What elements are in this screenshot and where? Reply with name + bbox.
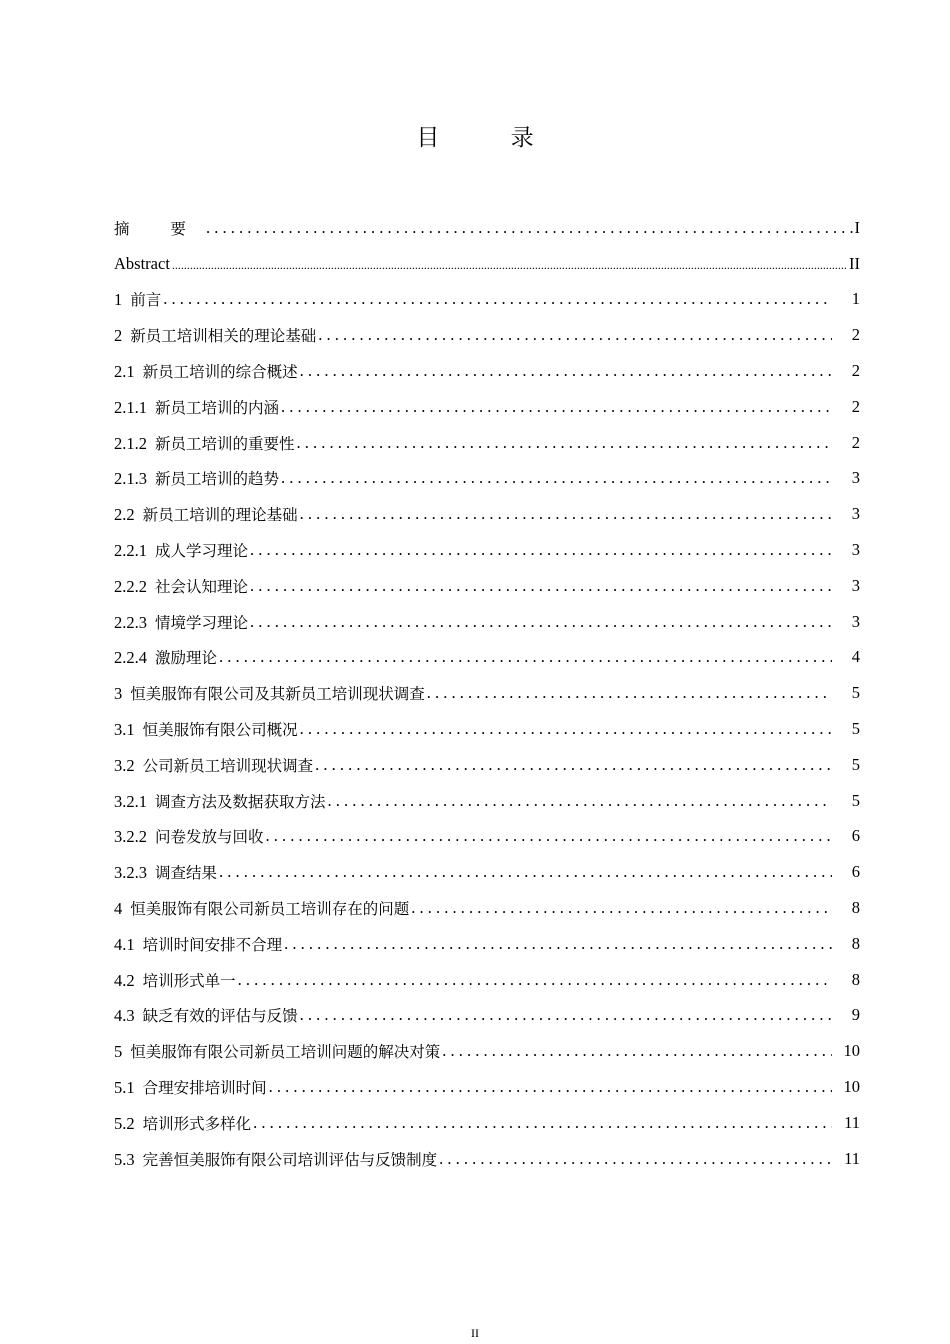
dot-leader [206, 218, 853, 238]
toc-entry-label: 摘 要 [114, 219, 204, 238]
toc-entry-title: 恒美服饰有限公司及其新员工培训现状调查 [130, 685, 425, 704]
dot-leader [297, 433, 832, 453]
toc-entry-label [114, 396, 279, 418]
toc-entry-label [114, 288, 161, 310]
toc-entry-label [114, 1040, 440, 1062]
toc-entry-title: 培训时间安排不合理 [142, 935, 283, 954]
toc-entry-title: 新员工培训相关的理论基础 [130, 327, 317, 346]
dot-leader [250, 612, 832, 632]
toc-entry-title: 恒美服饰有限公司概况 [142, 721, 298, 740]
toc-entry-number: 2.2.1 [114, 541, 147, 561]
toc-entry-number: 2.1 [114, 362, 135, 382]
toc-entry-title: 新员工培训的理论基础 [142, 506, 298, 525]
dot-leader [219, 862, 832, 882]
toc-entry-number: 2.2 [114, 505, 135, 525]
toc-entry-page: 5 [851, 754, 860, 774]
toc-entry[interactable] [114, 604, 860, 640]
toc-entry-label: Abstract [114, 253, 170, 273]
dot-leader [300, 361, 832, 381]
toc-entry-label [114, 432, 295, 454]
dot-leader [253, 1113, 832, 1133]
toc-entry-title: 恒美服饰有限公司新员工培训问题的解决对策 [130, 1043, 441, 1062]
toc-entry-number: 3.2.1 [114, 791, 147, 811]
toc-entry-page: 9 [851, 1005, 860, 1025]
dot-leader [266, 826, 832, 846]
toc-entry-title: 新员工培训的综合概述 [142, 363, 298, 382]
toc-entry-title: 新员工培训的趋势 [155, 470, 280, 489]
dot-leader [250, 540, 832, 560]
toc-entry-label [114, 1004, 298, 1026]
toc-entry-number: 2.2.4 [114, 648, 147, 668]
toc-entry-page: 3 [851, 540, 860, 560]
toc-entry-title: 完善恒美服饰有限公司培训评估与反馈制度 [142, 1150, 438, 1169]
dot-leader [328, 791, 832, 811]
toc-entry-page: 5 [851, 683, 860, 703]
toc-entry-title: 激励理论 [155, 649, 218, 668]
toc-entry-number: 4.2 [114, 970, 135, 990]
dot-leader [427, 683, 832, 703]
toc-entry-page: 11 [844, 1112, 860, 1132]
toc-entry-label [114, 1148, 437, 1170]
toc-entry-label [114, 646, 217, 668]
toc-entry-label [114, 754, 313, 776]
toc-entry-title: 合理安排培训时间 [142, 1079, 267, 1098]
toc-entry-page: 10 [843, 1077, 860, 1097]
toc-entry-title: 调查结果 [155, 864, 218, 883]
toc-entry[interactable] [114, 819, 860, 855]
toc-entry-label [114, 969, 236, 991]
toc-entry-number: 2.2.3 [114, 612, 147, 632]
toc-entry-page: 8 [851, 969, 860, 989]
toc-entry-page: 6 [851, 862, 860, 882]
dot-leader [238, 970, 832, 990]
toc-entry-label [114, 360, 298, 382]
toc-entry-title: 培训形式单一 [142, 971, 236, 990]
toc-entry-label [114, 575, 248, 597]
toc-entry-label [114, 718, 298, 740]
toc-entry-title: 成人学习理论 [155, 542, 249, 561]
toc-entry-number: 3.1 [114, 720, 135, 740]
toc-entry[interactable] [114, 425, 860, 461]
toc-entry-page: 2 [851, 432, 860, 452]
toc-entry[interactable] [114, 854, 860, 890]
toc-entry[interactable] [114, 783, 860, 819]
toc-entry-label [114, 897, 409, 919]
dot-leader [439, 1149, 832, 1169]
toc-entry[interactable] [114, 1105, 860, 1141]
toc-entry[interactable] [114, 747, 860, 783]
toc-entry-page: 4 [851, 647, 860, 667]
toc-entry-number: 4 [114, 899, 123, 919]
page-number-footer: II [471, 1326, 479, 1340]
toc-entry[interactable] [114, 890, 860, 926]
dot-leader [281, 397, 832, 417]
toc-entry-title: 调查方法及数据获取方法 [155, 792, 326, 811]
toc-entry-title: 恒美服饰有限公司新员工培训存在的问题 [130, 900, 410, 919]
page-title: 目 录 [416, 125, 566, 151]
toc-entry[interactable] [114, 998, 860, 1034]
toc-entry-number: 4.3 [114, 1006, 135, 1026]
toc-entry-number: 2.1.2 [114, 433, 147, 453]
toc-entry-page: 10 [843, 1041, 860, 1061]
toc-entry-title: 公司新员工培训现状调查 [142, 756, 314, 775]
dot-leader [163, 289, 832, 309]
toc-entry-label [114, 682, 425, 704]
toc-entry-page: 3 [851, 575, 860, 595]
dot-leader [281, 468, 832, 488]
toc-entry-page: 1 [851, 289, 860, 309]
toc-entry-title: 新员工培训的重要性 [155, 434, 295, 453]
toc-entry[interactable] [114, 926, 860, 962]
toc-entry-number: 4.1 [114, 934, 135, 954]
toc-entry-number: 2.1.1 [114, 397, 147, 417]
toc-entry[interactable] [114, 461, 860, 497]
toc-entry-number: 3.2.3 [114, 863, 147, 883]
toc-entry-number: 5 [114, 1042, 123, 1062]
dot-leader [318, 325, 832, 345]
toc-entry[interactable] [114, 1033, 860, 1069]
toc-entry-page: 11 [844, 1148, 860, 1168]
toc-entry-page: 5 [851, 719, 860, 739]
toc-entry-title: 新员工培训的内涵 [155, 398, 280, 417]
toc-entry-page: 2 [851, 325, 860, 345]
toc-entry-page: I [854, 217, 860, 237]
dot-leader [411, 898, 832, 918]
toc-entry-page: 2 [851, 361, 860, 381]
toc-entry[interactable] [114, 1141, 860, 1177]
toc-entry-label [114, 861, 217, 883]
toc-entry-page: 5 [851, 790, 860, 810]
toc-entry-title: 情境学习理论 [155, 613, 249, 632]
toc-entry-page: 6 [851, 826, 860, 846]
dot-leader [300, 719, 832, 739]
toc-entry-number: 3.2 [114, 755, 135, 775]
dot-leader [300, 1005, 832, 1025]
dot-leader [284, 934, 832, 954]
toc-entry-label [114, 825, 264, 847]
toc-entry[interactable] [114, 568, 860, 604]
toc-entry-label [114, 933, 282, 955]
toc-entry-title: 问卷发放与回收 [155, 828, 264, 847]
toc-entry[interactable] [114, 389, 860, 425]
toc-entry-title: 缺乏有效的评估与反馈 [142, 1007, 298, 1026]
dot-leader [442, 1041, 832, 1061]
toc-entry-number: 5.1 [114, 1078, 135, 1098]
toc-entry[interactable] [114, 496, 860, 532]
dot-leader [315, 755, 832, 775]
toc-entry-number: 1 [114, 290, 123, 310]
toc-entry-title: 社会认知理论 [155, 577, 249, 596]
table-of-contents [114, 210, 860, 1177]
toc-entry[interactable] [114, 317, 860, 353]
toc-entry-abstract-cn[interactable] [114, 210, 860, 246]
toc-entry[interactable] [114, 532, 860, 568]
toc-entry-abstract-en[interactable] [114, 246, 860, 282]
dot-leader [269, 1077, 832, 1097]
toc-entry[interactable] [114, 962, 860, 998]
toc-entry-label [114, 467, 279, 489]
toc-entry-label [114, 611, 248, 633]
toc-entry-page: 3 [851, 468, 860, 488]
toc-entry[interactable] [114, 1069, 860, 1105]
dot-leader [300, 504, 832, 524]
toc-entry-label [114, 539, 248, 561]
dot-leader [172, 254, 847, 274]
toc-entry[interactable] [114, 640, 860, 676]
toc-entry-title: 培训形式多样化 [142, 1114, 252, 1133]
dot-leader [250, 576, 832, 596]
toc-entry-number: 5.3 [114, 1149, 135, 1169]
dot-leader [219, 647, 832, 667]
toc-entry-number: 2.1.3 [114, 469, 147, 489]
toc-entry-page: II [849, 253, 860, 273]
toc-entry-title: 前言 [130, 291, 162, 310]
toc-entry-number: 3.2.2 [114, 827, 147, 847]
toc-entry-label [114, 324, 316, 346]
toc-entry-number: 2.2.2 [114, 576, 147, 596]
toc-entry-label [114, 503, 298, 525]
toc-entry-label [114, 1076, 267, 1098]
toc-entry-page: 2 [851, 396, 860, 416]
toc-entry-page: 3 [851, 611, 860, 631]
toc-entry[interactable] [114, 711, 860, 747]
toc-entry-label [114, 790, 326, 812]
toc-entry-page: 8 [851, 933, 860, 953]
toc-entry-label [114, 1112, 251, 1134]
toc-entry-number: 2 [114, 326, 123, 346]
toc-entry-page: 3 [851, 504, 860, 524]
toc-entry[interactable] [114, 675, 860, 711]
toc-entry[interactable] [114, 353, 860, 389]
toc-entry-page: 8 [851, 898, 860, 918]
toc-entry[interactable] [114, 282, 860, 318]
toc-entry-number: 3 [114, 684, 123, 704]
toc-entry-number: 5.2 [114, 1113, 135, 1133]
